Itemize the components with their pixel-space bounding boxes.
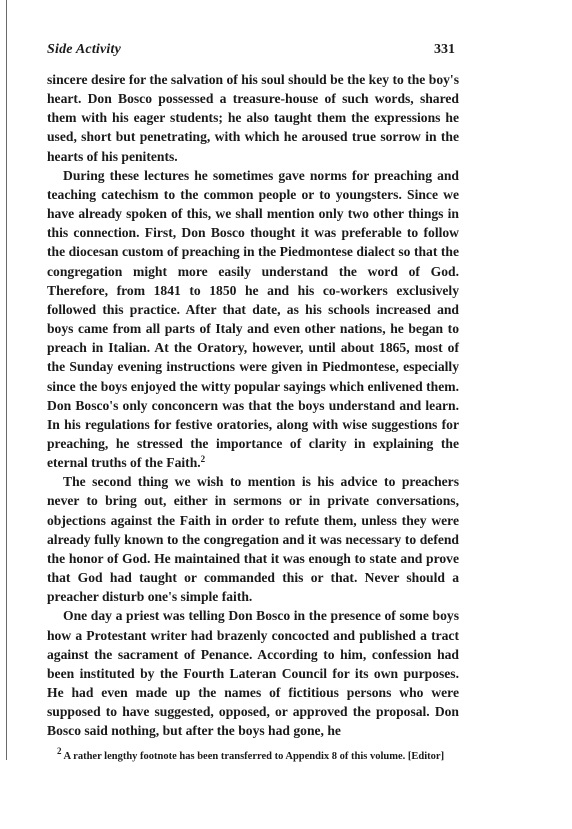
body-text (47, 70, 459, 740)
paragraph-2 (47, 166, 459, 473)
paragraph-3: The second thing we wish to mention is his advice to preachers never to bring out, either in sermons or in private conversations, objections against the Faith in order to refute them, unless they were already fully known to the congregation and it was necessary to defend the honor of God. He maintained that it was enough to state and prove that God had taught or commanded this or that. Never should a preacher disturb one's simple faith. (47, 474, 459, 605)
book-page (47, 40, 459, 764)
page-number: 331 (434, 42, 455, 57)
footnote (47, 746, 459, 764)
footnote-text: A rather lengthy footnote has been transferred to Appendix 8 of this volume. [Editor] (63, 751, 445, 763)
scan-edge-line (6, 0, 7, 760)
paragraph-1: sincere desire for the salvation of his soul should be the key to the boy's heart. Don Bosco possessed a treasure-house of such words, shared them with his eager students; he also taught them the expressions he used, short but penetrating, with which he aroused true sorrow in the hearts of his penitents. (47, 72, 459, 164)
running-title: Side Activity (47, 42, 122, 57)
footnote-marker: 2 (57, 746, 62, 757)
footnote-reference: 2 (200, 454, 206, 465)
paragraph-4: One day a priest was telling Don Bosco in the presence of some boys how a Protestant writer had brazenly concocted and published a tract against the sacrament of Penance. According to him, confession had been instituted by the Fourth Lateran Council for its own purposes. He had even made up the names of fictitious persons who were supposed to have suggested, opposed, or approved the proposal. Don Bosco said nothing, but after the boys had gone, he (47, 608, 459, 739)
running-head (47, 40, 459, 60)
paragraph-2-text: During these lectures he sometimes gave norms for preaching and teaching catechism to the common people or to youngsters. Since we have already spoken of this, we shall mention only two other things in this connection. First, Don Bosco thought it was preferable to follow the diocesan custom of preaching in the Piedmontese dialect so that the congregation might more easily understand the word of God. Therefore, from 1841 to 1850 he and his co-workers exclusively followed this practice. After that date, as his schools increased and boys came from all parts of Italy and even other nations, he began to preach in Italian. At the Oratory, however, until about 1865, most of the Sunday evening instructions were given in Piedmontese, especially since the boys enjoyed the witty popular sayings which enlivened them. Don Bosco's only conconcern was that the boys understand and learn. In his regulations for festive oratories, along with wise suggestions for preaching, he stressed the importance of clarity in explaining the eternal truths of the Faith. (47, 167, 459, 471)
